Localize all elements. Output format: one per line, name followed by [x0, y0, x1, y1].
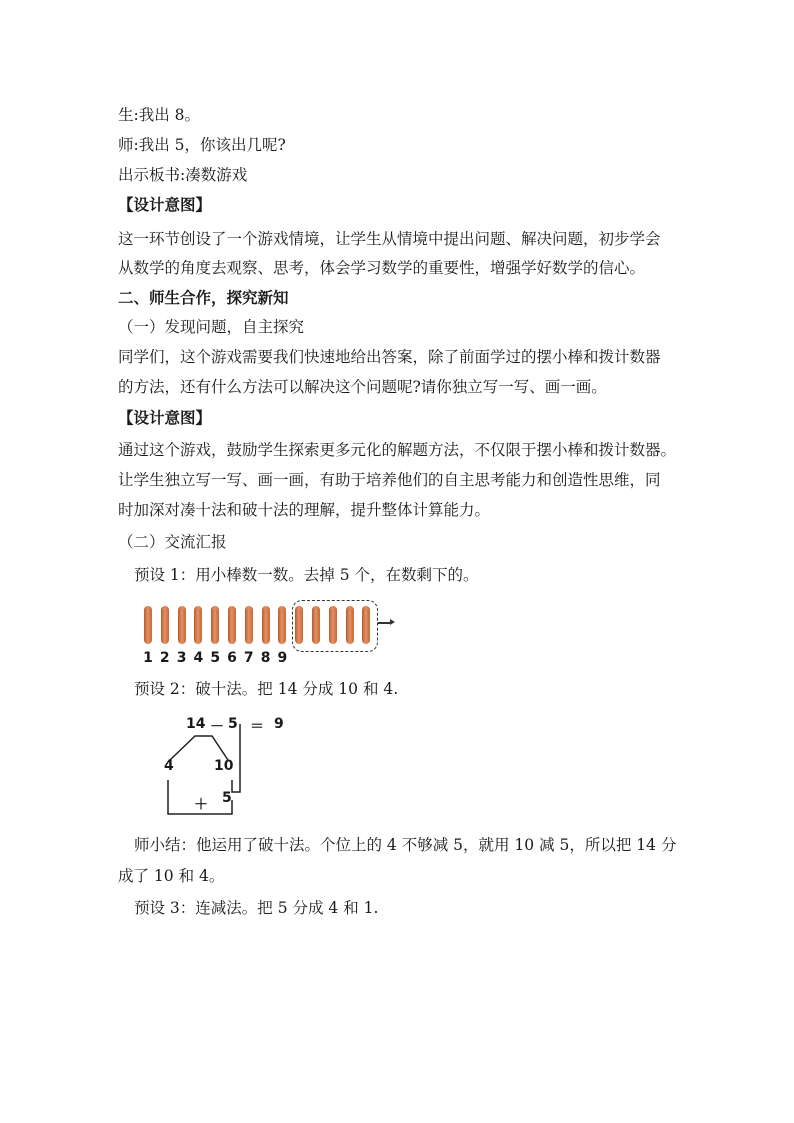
counting-stick — [161, 606, 169, 644]
stick-count-label: 5 — [210, 650, 221, 666]
paragraph-3-line-1: 通过这个游戏，鼓励学生探索更多元化的解题方法，不仅限于摆小棒和拨计数器。 — [118, 441, 677, 459]
preset-3: 预设 3：连减法。把 5 分成 4 和 1. — [134, 899, 379, 917]
paragraph-1-line-2: 从数学的角度去观察、思考，体会学习数学的重要性，增强学好数学的信心。 — [118, 259, 646, 277]
stick-count-label: 3 — [176, 650, 187, 666]
preset-2: 预设 2：破十法。把 14 分成 10 和 4. — [134, 680, 399, 698]
design-intent-heading-2: 【设计意图】 — [118, 409, 212, 427]
stick-count-label: 7 — [243, 650, 254, 666]
break-ten-diagram — [150, 708, 310, 818]
stick-count-label: 6 — [227, 650, 237, 666]
counting-stick — [312, 606, 320, 644]
teacher-summary-line-1: 师小结：他运用了破十法。个位上的 4 不够减 5，就用 10 减 5，所以把 14 分 — [134, 836, 677, 854]
counting-stick — [362, 606, 370, 644]
section-heading-2: 二、师生合作，探究新知 — [118, 289, 289, 307]
stick-count-label: 2 — [159, 650, 170, 666]
board-title: 出示板书:凑数游戏 — [118, 166, 248, 184]
preset-1: 预设 1：用小棒数一数。去掉 5 个，在数剩下的。 — [134, 566, 479, 584]
counting-stick — [144, 606, 152, 644]
result: 9 — [274, 716, 284, 732]
minuend: 14 — [186, 716, 206, 732]
counting-sticks-figure — [140, 598, 400, 670]
dialogue-student: 生:我出 8。 — [118, 106, 201, 124]
subsection-heading-1: （一）发现问题，自主探究 — [118, 318, 305, 336]
split-ten: 10 — [214, 758, 234, 774]
ten-minus-five-result: 5 — [222, 790, 232, 806]
counting-stick — [178, 606, 186, 644]
paragraph-3-line-2: 让学生独立写一写、画一画，有助于培养他们的自主思考能力和创造性思维，同 — [118, 471, 661, 489]
subsection-heading-2: （二）交流汇报 — [118, 533, 227, 551]
counting-stick — [295, 606, 303, 644]
counting-stick — [329, 606, 337, 644]
subtrahend: 5 — [228, 716, 238, 732]
counting-stick — [228, 606, 236, 644]
teacher-summary-line-2: 成了 10 和 4。 — [118, 867, 225, 885]
stick-count-label: 4 — [193, 650, 204, 666]
arrow-icon — [378, 622, 392, 624]
equals-sign: ＝ — [250, 719, 264, 735]
split-ones: 4 — [164, 758, 174, 774]
counting-stick — [245, 606, 253, 644]
design-intent-heading-1: 【设计意图】 — [118, 196, 212, 214]
paragraph-1-line-1: 这一环节创设了一个游戏情境，让学生从情境中提出问题、解决问题，初步学会 — [118, 230, 661, 248]
paragraph-2-line-1: 同学们，这个游戏需要我们快速地给出答案，除了前面学过的摆小棒和拨计数器 — [118, 348, 661, 366]
counting-stick — [278, 606, 286, 644]
paragraph-2-line-2: 的方法，还有什么方法可以解决这个问题呢?请你独立写一写、画一画。 — [118, 378, 607, 396]
counting-stick — [211, 606, 219, 644]
minus-sign: － — [210, 719, 224, 735]
counting-stick — [346, 606, 354, 644]
stick-count-label: 9 — [277, 650, 288, 666]
stick-count-label: 8 — [260, 650, 271, 666]
plus-sign: ＋ — [194, 797, 208, 813]
dialogue-teacher: 师:我出 5，你该出几呢? — [118, 136, 286, 154]
counting-stick — [262, 606, 270, 644]
paragraph-3-line-3: 时加深对凑十法和破十法的理解，提升整体计算能力。 — [118, 501, 491, 519]
counting-stick — [194, 606, 202, 644]
stick-count-label: 1 — [143, 650, 153, 666]
